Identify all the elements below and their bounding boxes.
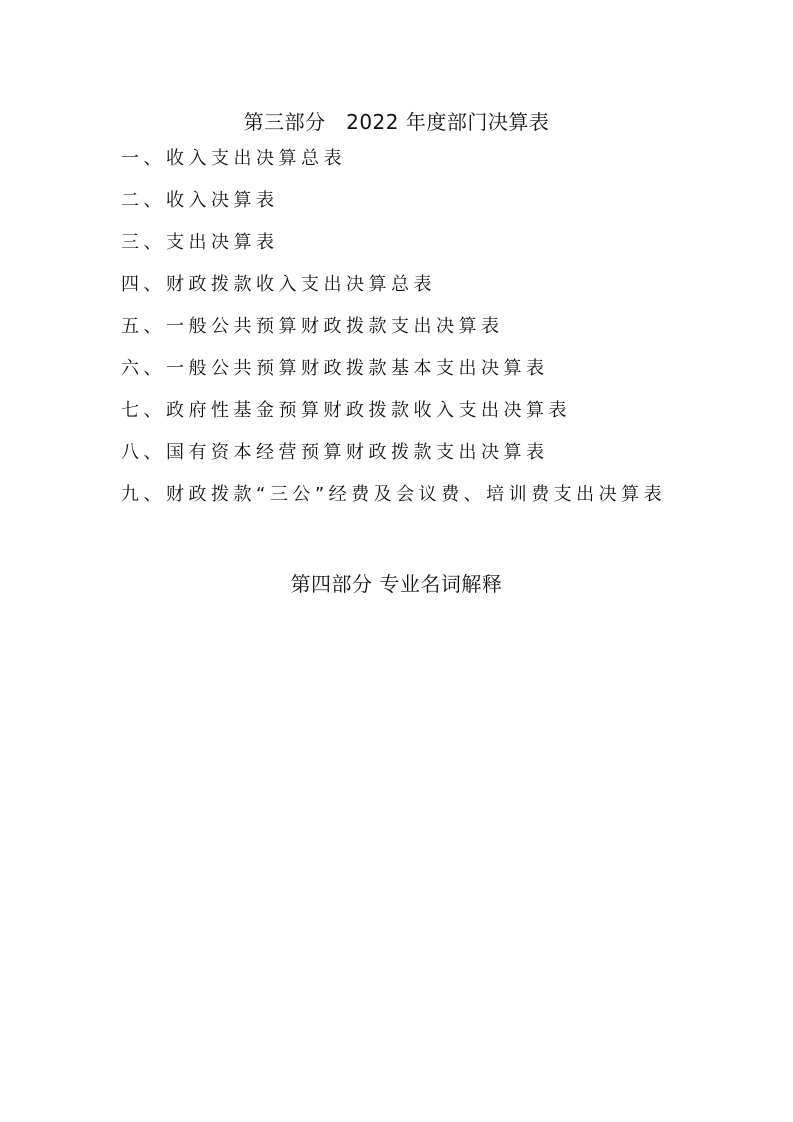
toc-item-4: 四、财政拨款收入支出决算总表 [121, 274, 436, 295]
toc-item-2: 二、收入决算表 [121, 190, 279, 211]
toc-item-3: 三、支出决算表 [121, 232, 279, 253]
section-title-part4: 第四部分 专业名词解释 [290, 572, 503, 596]
toc-item-6: 六、一般公共预算财政拨款基本支出决算表 [121, 358, 549, 379]
toc-item-7: 七、政府性基金预算财政拨款收入支出决算表 [121, 400, 571, 421]
toc-item-8: 八、国有资本经营预算财政拨款支出决算表 [121, 442, 549, 463]
toc-item-9: 九、财政拨款“三公”经费及会议费、培训费支出决算表 [121, 484, 667, 505]
section-title-part3: 第三部分 2022 年度部门决算表 [243, 110, 550, 134]
toc-item-1: 一、收入支出决算总表 [121, 148, 346, 169]
toc-item-5: 五、一般公共预算财政拨款支出决算表 [121, 316, 504, 337]
